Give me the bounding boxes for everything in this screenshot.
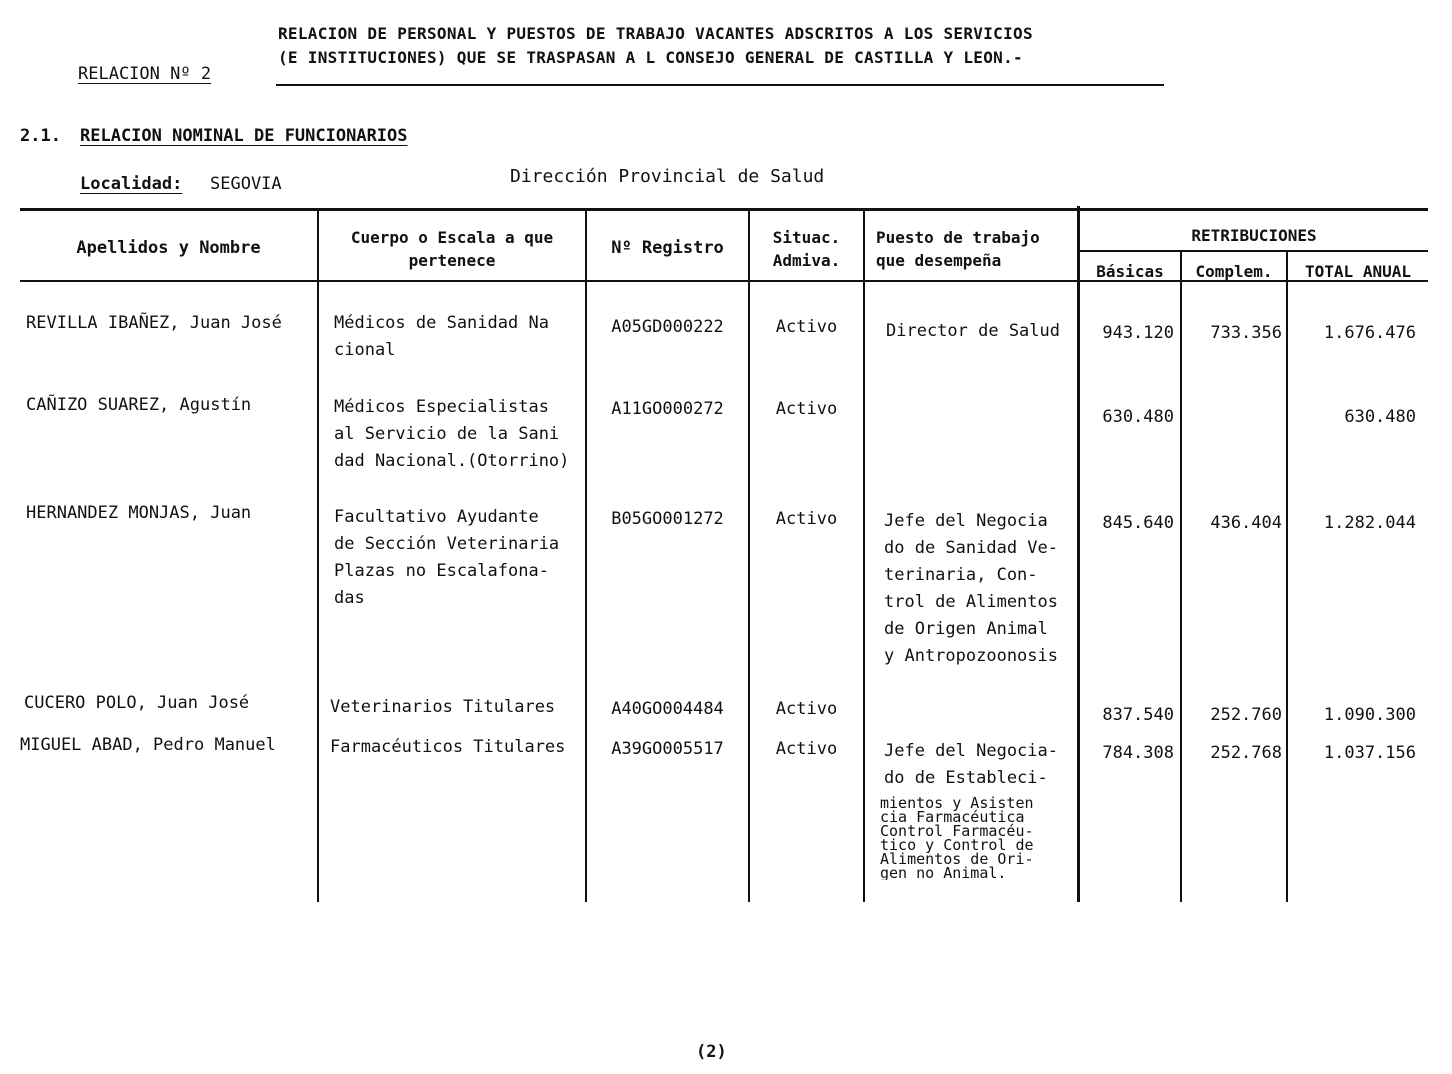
section-title: RELACION NOMINAL DE FUNCIONARIOS: [80, 126, 408, 146]
header-post-line2: que desempeña: [876, 251, 1002, 270]
row-2-total: 630.480: [1344, 407, 1416, 427]
row-4-name: CUCERO POLO, Juan José: [24, 693, 250, 713]
row-3-status: Activo: [775, 509, 838, 529]
row-3-post-line: Jefe del Negocia: [884, 511, 1048, 531]
row-5-total: 1.037.156: [1323, 743, 1416, 763]
row-2-corps-line: al Servicio de la Sani: [334, 424, 560, 444]
row-3-corps-line: Facultativo Ayudante: [334, 507, 539, 527]
row-2-registry: A11GO000272: [611, 399, 724, 419]
locality-label: Localidad:: [80, 174, 183, 194]
page-number: (2): [696, 1042, 727, 1062]
row-1-total: 1.676.476: [1323, 323, 1416, 343]
row-2-basic: 630.480: [1102, 407, 1174, 427]
retribuciones-subheader-rule: [1078, 250, 1428, 252]
row-3-corps: [334, 504, 584, 612]
section-number: 2.1.: [20, 126, 61, 146]
row-2-status: Activo: [775, 399, 838, 419]
row-3-name: HERNANDEZ MONJAS, Juan: [26, 503, 252, 523]
header-total: TOTAL ANUAL: [1305, 262, 1411, 281]
header-name: Apellidos y Nombre: [76, 238, 261, 258]
row-5-complementary: 252.768: [1210, 743, 1282, 763]
column-divider: [317, 210, 319, 902]
row-3-post: [884, 508, 1076, 670]
header-complementary: Complem.: [1195, 262, 1273, 281]
row-2-corps: [334, 394, 584, 475]
column-divider: [1286, 252, 1288, 902]
row-1-complementary: 733.356: [1210, 323, 1282, 343]
row-4-registry: A40GO004484: [611, 699, 724, 719]
row-3-total: 1.282.044: [1323, 513, 1416, 533]
header-corps-line1: Cuerpo o Escala a que: [350, 228, 554, 247]
row-3-post-line: terinaria, Con-: [884, 565, 1038, 585]
row-3-post-line: do de Sanidad Ve-: [884, 538, 1058, 558]
row-2-corps-line: dad Nacional.(Otorrino): [334, 451, 570, 471]
row-3-post-line: de Origen Animal: [884, 619, 1048, 639]
header-status-line1: Situac.: [772, 228, 841, 247]
row-5-name: MIGUEL ABAD, Pedro Manuel: [20, 735, 276, 755]
row-3-post-line: trol de Alimentos: [884, 592, 1058, 612]
department-name: Dirección Provincial de Salud: [510, 166, 825, 187]
row-4-total: 1.090.300: [1323, 705, 1416, 725]
row-2-name: CAÑIZO SUAREZ, Agustín: [26, 395, 252, 415]
title-underline: [276, 84, 1164, 86]
relacion-label: RELACION Nº 2: [78, 64, 212, 84]
row-3-basic: 845.640: [1102, 513, 1174, 533]
row-5-post-line: Alimentos de Ori-: [880, 850, 1034, 868]
header-registry: Nº Registro: [611, 238, 724, 258]
row-4-complementary: 252.760: [1210, 705, 1282, 725]
row-1-post-line: Director de Salud: [886, 321, 1060, 341]
row-5-post-line: gen no Animal.: [880, 864, 1007, 880]
row-3-registry: B05GO001272: [611, 509, 724, 529]
row-5-post-line: cia Farmacéutica: [880, 808, 1025, 826]
locality-value: SEGOVIA: [210, 174, 282, 194]
row-5-post-line: tico y Control de: [880, 836, 1034, 854]
row-3-corps-line: Plazas no Escalafona-: [334, 561, 549, 581]
header-pay-group: RETRIBUCIONES: [1191, 226, 1317, 245]
row-3-complementary: 436.404: [1210, 513, 1282, 533]
document-title-line2: (E INSTITUCIONES) QUE SE TRASPASAN A L CONSEJO GENERAL DE CASTILLA Y LEON.-: [278, 48, 1023, 67]
row-5-status: Activo: [775, 739, 838, 759]
row-4-corps: [330, 694, 584, 721]
header-corps-line2: pertenece: [408, 251, 496, 270]
header-post-line1: Puesto de trabajo: [876, 228, 1040, 247]
row-3-corps-line: de Sección Veterinaria: [334, 534, 560, 554]
row-5-post-line: Jefe del Negocia-: [884, 741, 1058, 761]
row-4-status: Activo: [775, 699, 838, 719]
row-4-corps-line: Veterinarios Titulares: [330, 697, 556, 717]
header-status-line2: Admiva.: [772, 251, 841, 270]
column-divider: [1077, 206, 1080, 902]
row-1-corps-line: cional: [334, 340, 396, 360]
row-5-post-line: Control Farmacéu-: [880, 822, 1034, 840]
column-divider: [863, 210, 865, 902]
row-2-corps-line: Médicos Especialistas: [334, 397, 549, 417]
row-3-corps-line: das: [334, 588, 365, 608]
row-5-registry: A39GO005517: [611, 739, 724, 759]
row-1-name: REVILLA IBAÑEZ, Juan José: [26, 313, 282, 333]
row-1-registry: A05GD000222: [611, 317, 724, 337]
row-4-basic: 837.540: [1102, 705, 1174, 725]
row-1-post: [886, 318, 1076, 345]
row-3-post-line: y Antropozoonosis: [884, 646, 1058, 666]
row-5-post: [884, 738, 1076, 792]
row-1-corps: [334, 310, 584, 364]
row-5-corps: [330, 734, 584, 761]
row-1-status: Activo: [775, 317, 838, 337]
document-title-line1: RELACION DE PERSONAL Y PUESTOS DE TRABAJO VACANTES ADSCRITOS A LOS SERVICIOS: [278, 24, 1033, 43]
row-5-post-line: do de Estableci-: [884, 768, 1048, 788]
row-5-corps-line: Farmacéuticos Titulares: [330, 737, 566, 757]
row-1-basic: 943.120: [1102, 323, 1174, 343]
row-5-basic: 784.308: [1102, 743, 1174, 763]
row-5-post-line: mientos y Asisten: [880, 796, 1034, 812]
column-divider: [1180, 252, 1182, 902]
row-1-corps-line: Médicos de Sanidad Na: [334, 313, 549, 333]
table-top-rule: [20, 208, 1428, 211]
header-basic: Básicas: [1096, 262, 1164, 281]
row-5-post-continued: [880, 796, 1076, 880]
